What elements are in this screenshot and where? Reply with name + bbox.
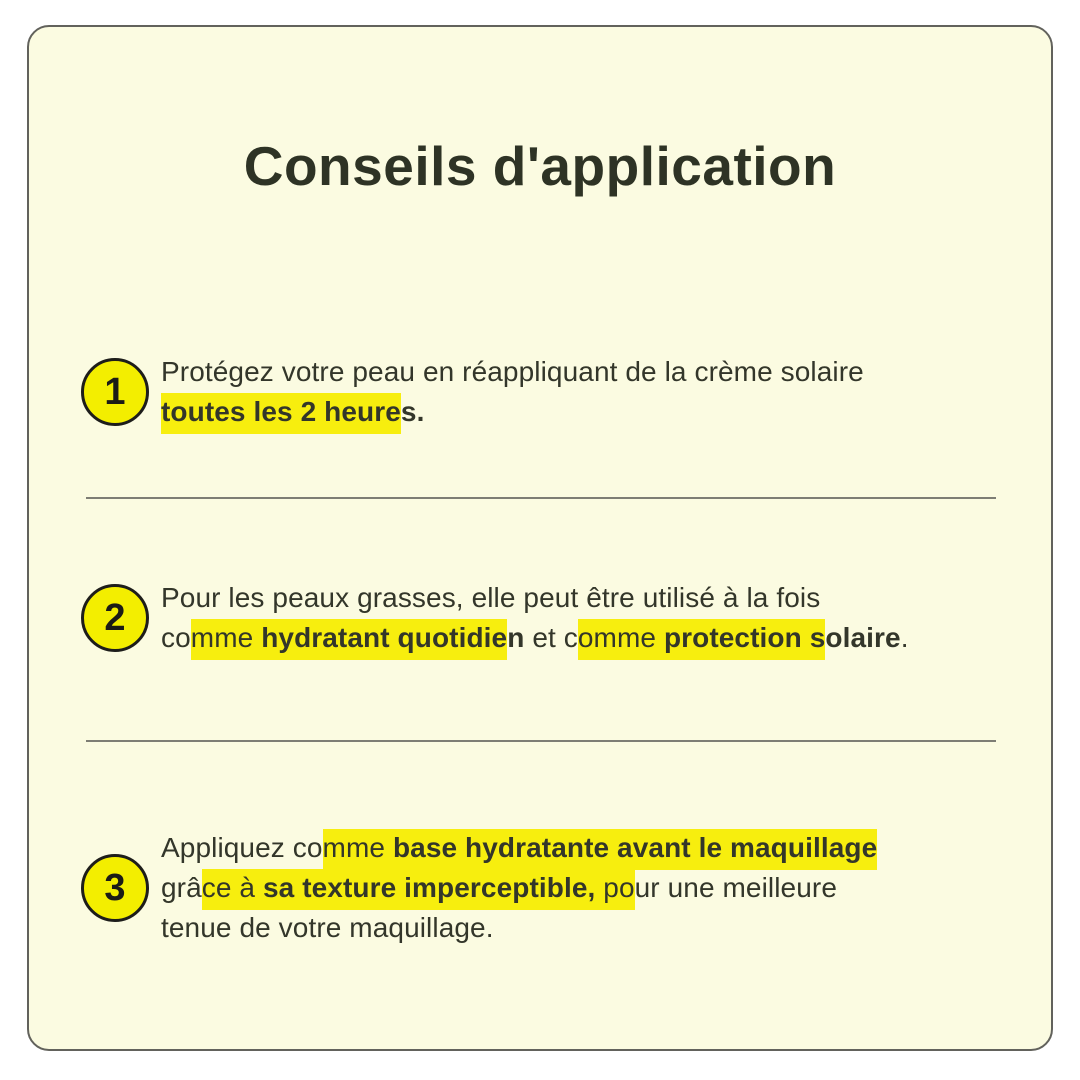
tip-number-badge: [81, 358, 149, 426]
tip-text-segment: olaire: [825, 622, 901, 653]
tip-text-segment: protection s: [664, 619, 825, 660]
tip-text: [161, 828, 1001, 948]
tip-text-segment: tenue de votre maquillage.: [161, 912, 494, 943]
tip-text-segment: toutes les 2 heure: [161, 393, 401, 434]
tip-text-segment: mme: [323, 829, 393, 870]
tip-number-badge: [81, 854, 149, 922]
tip-number-badge: [81, 584, 149, 652]
section-divider: [86, 497, 996, 499]
tip-number: 1: [104, 371, 126, 413]
tip-text-segment: po: [595, 869, 634, 910]
tip-text-segment: Protégez votre peau en réappliquant de la crème solaire: [161, 356, 864, 387]
tip-text-segment: Appliquez co: [161, 832, 323, 863]
tip-text-segment: n: [507, 622, 525, 653]
tip-text-segment: s.: [400, 396, 425, 427]
tip-text: [161, 352, 1001, 432]
tip-number: 2: [104, 597, 126, 639]
tip-text-segment: Pour les peaux grasses, elle peut être utilisé à la fois: [161, 582, 821, 613]
tip-text-segment: ur une meilleure: [634, 872, 837, 903]
tip-text-segment: hydratant quotidie: [261, 619, 507, 660]
tip-row: [81, 578, 1001, 658]
section-divider: [86, 740, 996, 742]
tip-text-segment: .: [900, 622, 909, 653]
tip-text-segment: et c: [524, 622, 578, 653]
tip-text-segment: base hydratante avant le maquillage: [393, 829, 877, 870]
tip-text: [161, 578, 1001, 658]
tip-text-segment: ce à: [202, 869, 263, 910]
tip-text-segment: mme: [191, 619, 261, 660]
tip-text-segment: grâ: [161, 872, 202, 903]
tip-row: [81, 828, 1001, 948]
tips-card: [27, 25, 1053, 1051]
page-title: Conseils d'application: [243, 135, 837, 197]
tip-row: [81, 352, 1001, 432]
tip-text-segment: sa texture imperceptible,: [263, 869, 595, 910]
tip-text-segment: omme: [578, 619, 664, 660]
tip-number: 3: [104, 867, 126, 909]
tip-text-segment: co: [161, 622, 191, 653]
tips-list: [29, 352, 1051, 948]
